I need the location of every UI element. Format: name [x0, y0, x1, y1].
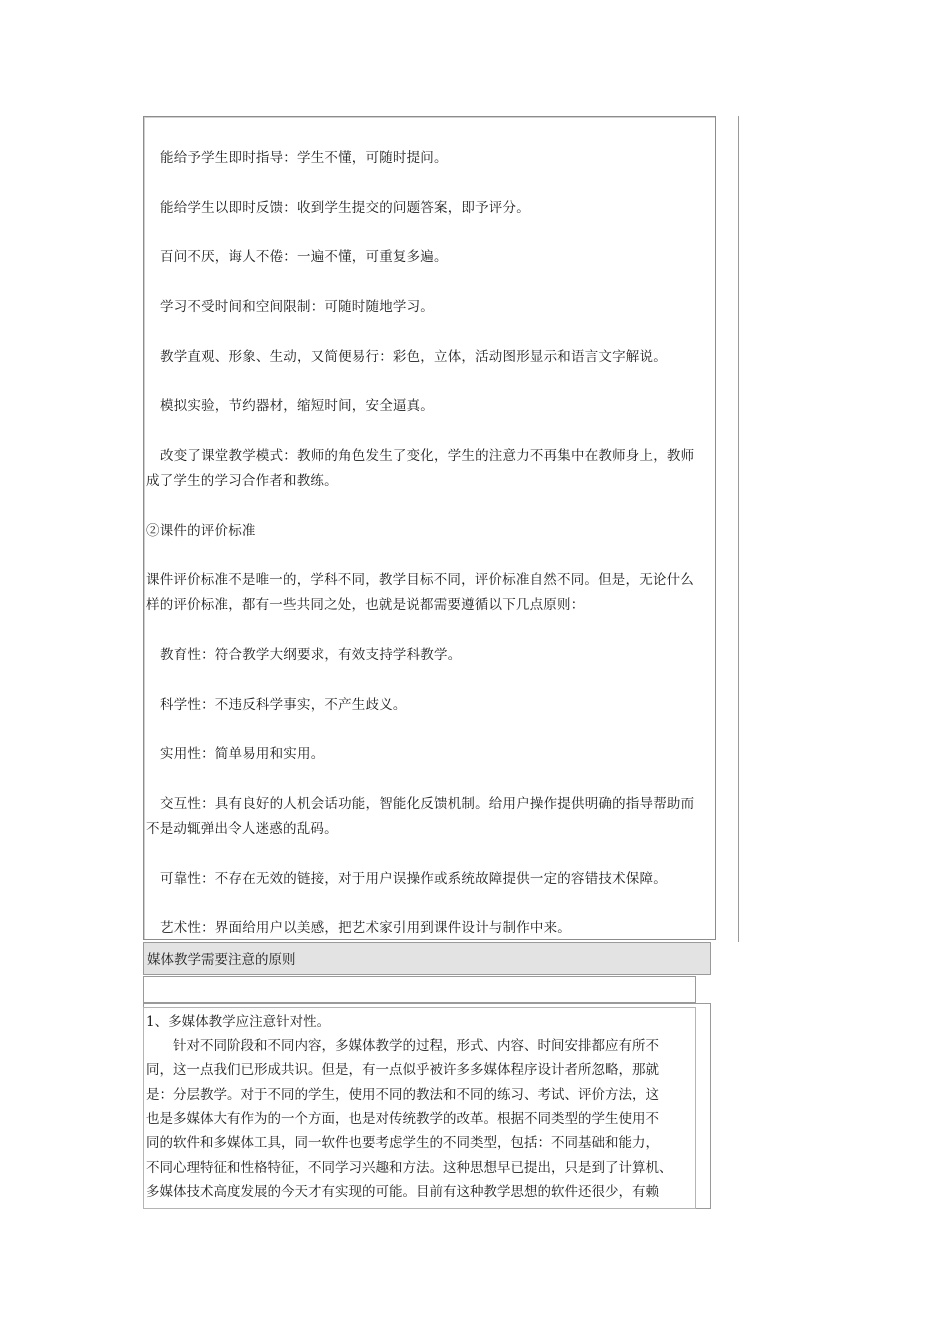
principle-text-line: 是：分层教学。对于不同的学生，使用不同的教法和不同的练习、考试、评价方法，这 — [146, 1087, 659, 1103]
classroom-change-text: 改变了课堂教学模式：教师的角色发生了变化，学生的注意力不再集中在教师身上，教师 — [160, 448, 695, 464]
criterion-educational: 教育性：符合教学大纲要求，有效支持学科教学。 — [160, 647, 462, 663]
principles-header-label: 媒体教学需要注意的原则 — [147, 952, 296, 968]
principle-text-line: 也是多媒体大有作为的一个方面，也是对传统教学的改革。根据不同类型的学生使用不 — [146, 1111, 659, 1127]
column-divider — [738, 116, 739, 942]
criterion-interactive: 交互性：具有良好的人机会话功能，智能化反馈机制。给用户操作提供明确的指导帮助而 — [160, 796, 695, 812]
principle-text-line: 同的软件和多媒体工具，同一软件也要考虑学生的不同类型，包括：不同基础和能力， — [146, 1135, 659, 1151]
principle-text-line: 同，这一点我们已形成共识。但是，有一点似乎被许多多媒体程序设计者所忽略，那就 — [146, 1062, 659, 1078]
advantage-item: 能给予学生即时指导：学生不懂，可随时提问。 — [160, 150, 448, 166]
criterion-reliable: 可靠性：不存在无效的链接，对于用户误操作或系统故障提供一定的容错技术保障。 — [160, 871, 667, 887]
classroom-change-text: 成了学生的学习合作者和教练。 — [146, 473, 338, 489]
principles-header — [143, 942, 711, 975]
criterion-practical: 实用性：简单易用和实用。 — [160, 746, 325, 762]
principle-text-line: 多媒体技术高度发展的今天才有实现的可能。目前有这种教学思想的软件还很少，有赖 — [146, 1184, 659, 1200]
advantage-item: 百问不厌，诲人不倦：一遍不懂，可重复多遍。 — [160, 249, 448, 265]
criterion-scientific: 科学性：不违反科学事实，不产生歧义。 — [160, 697, 407, 713]
criterion-interactive: 不是动辄弹出令人迷惑的乱码。 — [146, 821, 338, 837]
evaluation-heading: ②课件的评价标准 — [146, 523, 256, 539]
evaluation-intro: 课件评价标准不是唯一的，学科不同，教学目标不同，评价标准自然不同。但是，无论什么 — [146, 572, 694, 588]
advantage-item: 学习不受时间和空间限制：可随时随地学习。 — [160, 299, 434, 315]
principle-title: 1、多媒体教学应注意针对性。 — [146, 1014, 331, 1030]
advantage-item: 模拟实验，节约器材，缩短时间，安全逼真。 — [160, 398, 434, 414]
advantage-item: 能给学生以即时反馈：收到学生提交的问题答案，即予评分。 — [160, 200, 530, 216]
criterion-artistic: 艺术性：界面给用户以美感，把艺术家引用到课件设计与制作中来。 — [160, 920, 571, 936]
principle-text-line: 针对不同阶段和不同内容，多媒体教学的过程，形式、内容、时间安排都应有所不 — [146, 1038, 659, 1054]
principle-text-line: 不同心理特征和性格特征，不同学习兴趣和方法。这种思想早已提出，只是到了计算机、 — [146, 1160, 673, 1176]
advantage-item: 教学直观、形象、生动，又简便易行：彩色，立体，活动图形显示和语言文字解说。 — [160, 349, 667, 365]
empty-table-row — [143, 976, 696, 1003]
evaluation-intro: 样的评价标准，都有一些共同之处，也就是说都需要遵循以下几点原则： — [146, 597, 585, 613]
